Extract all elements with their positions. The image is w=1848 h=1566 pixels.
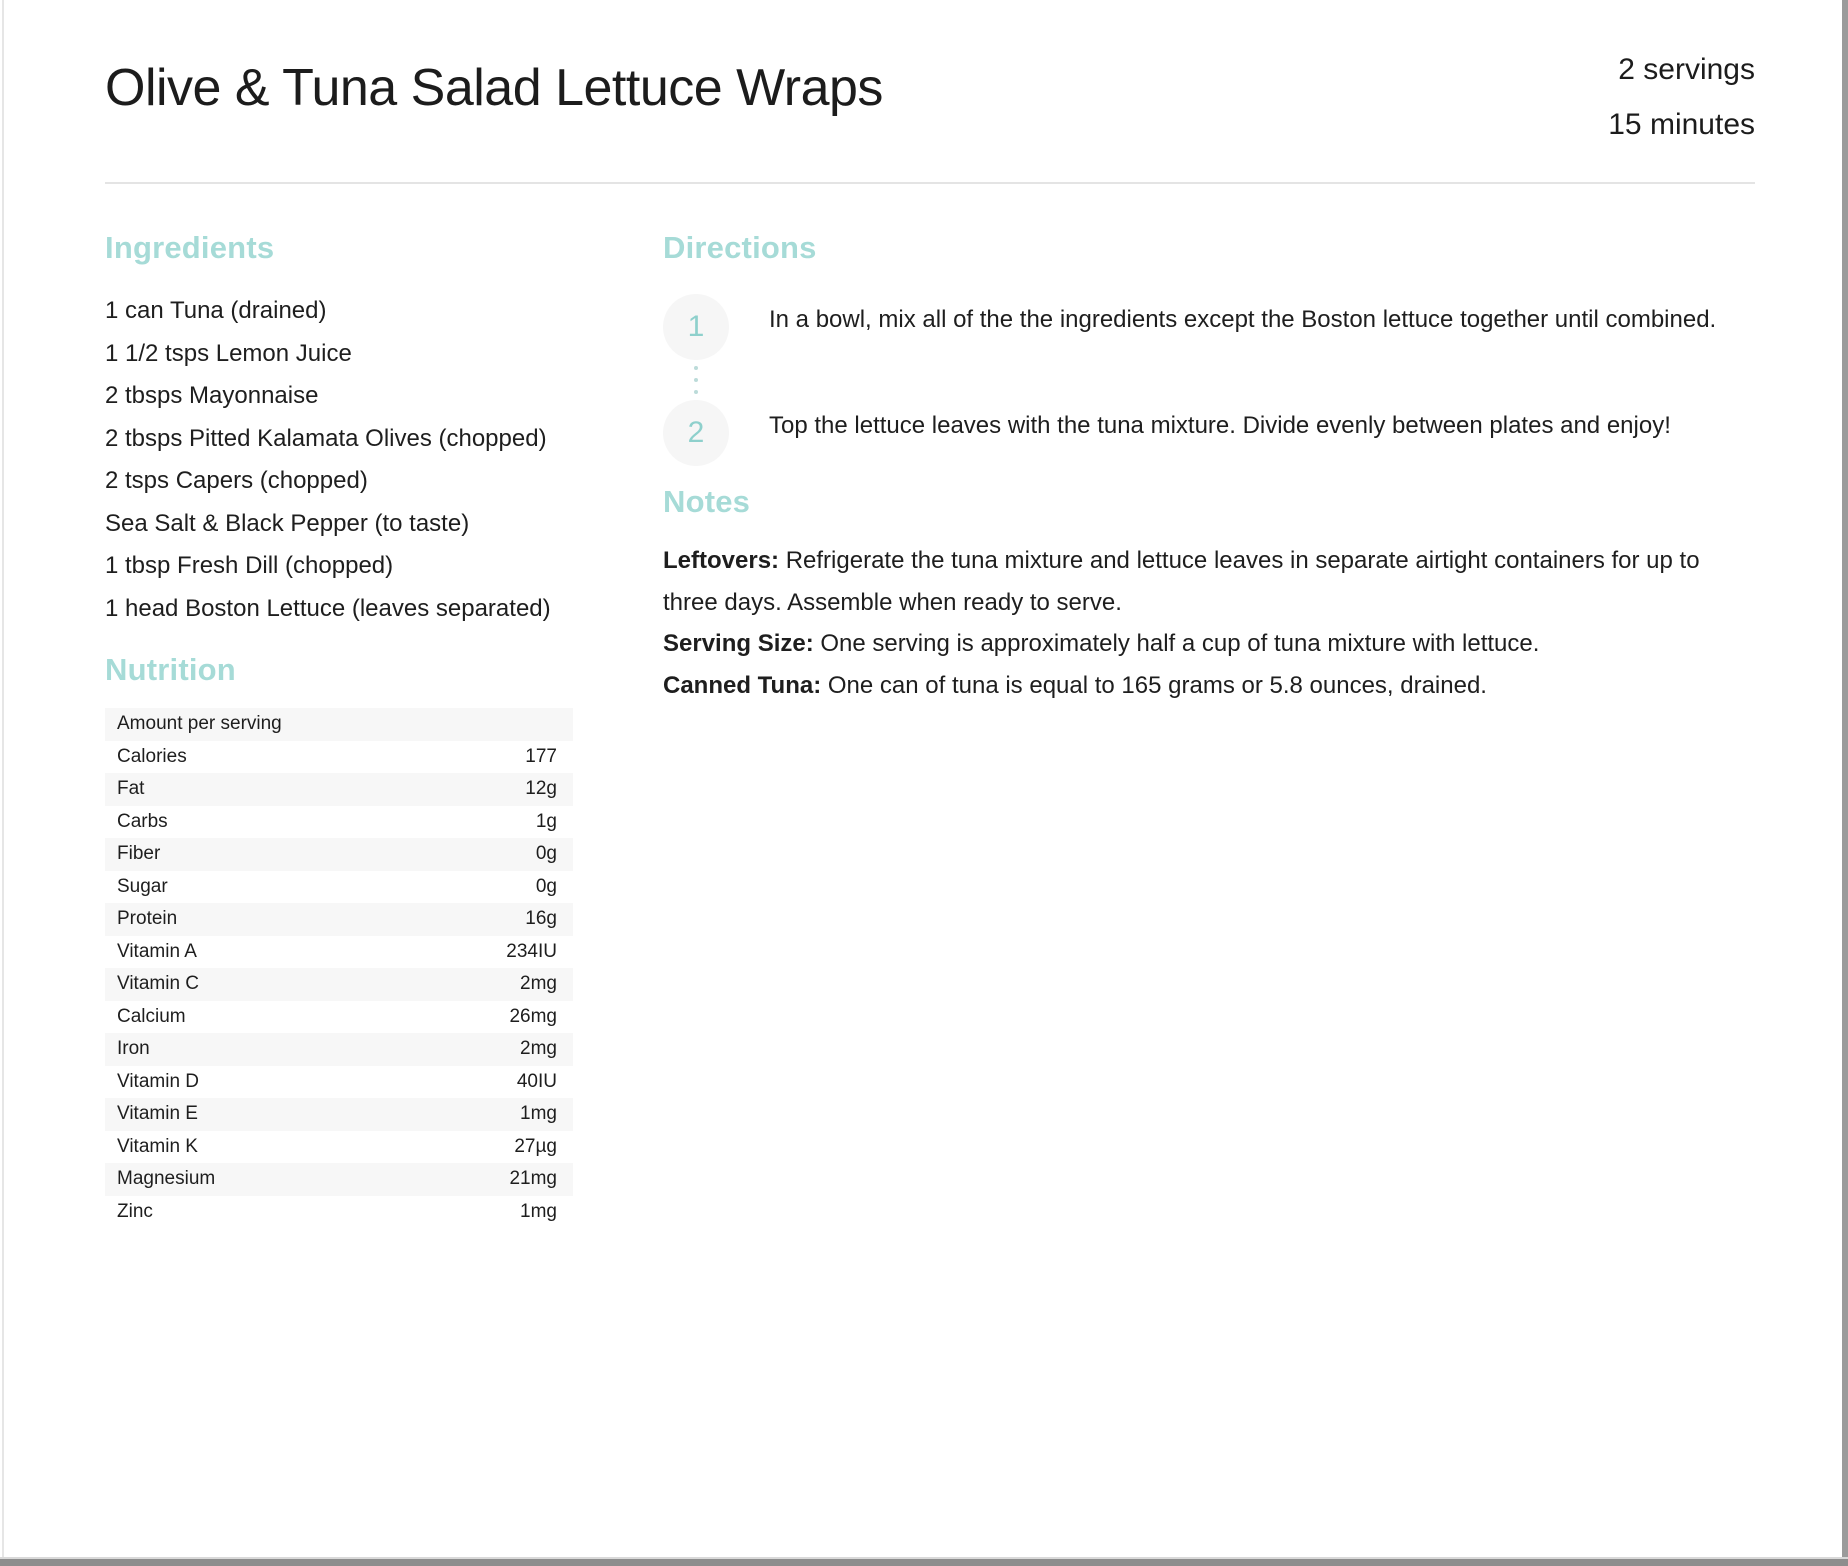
- connector-dot: [694, 378, 698, 382]
- note-text: Refrigerate the tuna mixture and lettuce leaves in separate airtight containers for up to three days. Assemble when ready to serve.: [663, 547, 1700, 616]
- step-number-badge: 2: [663, 400, 729, 466]
- servings-label: 2 servings: [1618, 53, 1755, 86]
- notes-list: [663, 540, 1755, 706]
- nutrition-label: Magnesium: [117, 1168, 216, 1190]
- note-item: [663, 540, 1755, 623]
- nutrition-value: 234IU: [506, 940, 557, 962]
- connector-dot: [694, 366, 698, 370]
- nutrition-row: [105, 741, 573, 774]
- nutrition-row: [105, 1098, 573, 1131]
- nutrition-value: 0g: [535, 875, 557, 897]
- nutrition-value: 26mg: [509, 1005, 557, 1027]
- nutrition-label: Carbs: [117, 810, 168, 832]
- nutrition-row: [105, 1001, 573, 1034]
- ingredient-item: Sea Salt & Black Pepper (to taste): [105, 509, 470, 537]
- nutrition-value: 1g: [535, 810, 557, 832]
- ingredient-item: 1 can Tuna (drained): [105, 297, 327, 324]
- nutrition-label: Calcium: [117, 1005, 186, 1027]
- nutrition-label: Calories: [117, 745, 187, 767]
- header-divider: [105, 182, 1755, 184]
- nutrition-row: [105, 838, 573, 871]
- note-label: Leftovers:: [663, 547, 780, 574]
- step-item: [663, 400, 1755, 466]
- nutrition-value: 12g: [525, 778, 557, 800]
- nutrition-row: [105, 903, 573, 936]
- connector-dot: [694, 390, 698, 394]
- nutrition-row: [105, 1066, 573, 1099]
- horizontal-scrollbar[interactable]: [0, 1557, 1848, 1566]
- nutrition-value: 27µg: [514, 1135, 557, 1157]
- nutrition-label: Fiber: [117, 843, 161, 865]
- nutrition-row: [105, 1196, 573, 1229]
- vertical-scrollbar[interactable]: [1842, 0, 1848, 1557]
- page-title: Olive & Tuna Salad Lettuce Wraps: [105, 59, 883, 117]
- nutrition-label: Vitamin A: [117, 940, 197, 962]
- directions-steps: [663, 294, 1755, 466]
- page-header: [105, 0, 1755, 152]
- nutrition-row: [105, 806, 573, 839]
- left-column: [105, 230, 573, 1228]
- ingredient-item: 1 1/2 tsps Lemon Juice: [105, 339, 352, 367]
- step-text: Top the lettuce leaves with the tuna mixture. Divide evenly between plates and enjoy!: [769, 412, 1671, 439]
- ingredients-heading: Ingredients: [105, 230, 275, 265]
- nutrition-row: [105, 968, 573, 1001]
- content-columns: [105, 230, 1755, 1228]
- note-item: [663, 665, 1755, 707]
- step-item: [663, 294, 1755, 360]
- nutrition-value: 21mg: [509, 1168, 557, 1190]
- notes-section: [663, 484, 1755, 706]
- ingredient-item: 2 tbsps Pitted Kalamata Olives (chopped): [105, 424, 547, 452]
- nutrition-value: 40IU: [516, 1070, 557, 1092]
- nutrition-row: [105, 1033, 573, 1066]
- nutrition-label: Fat: [117, 778, 145, 800]
- nutrition-header-row: [105, 708, 573, 741]
- step-text: In a bowl, mix all of the the ingredients except the Boston lettuce together until combined.: [769, 306, 1717, 333]
- nutrition-section: [105, 652, 573, 1228]
- nutrition-table: [105, 708, 573, 1228]
- nutrition-heading: Nutrition: [105, 652, 236, 687]
- nutrition-row: [105, 1163, 573, 1196]
- step-connector-dots: [663, 366, 729, 394]
- window-left-edge: [2, 0, 4, 1557]
- nutrition-value: 177: [525, 745, 557, 767]
- nutrition-label: Zinc: [117, 1200, 153, 1222]
- step-number-badge: 1: [663, 294, 729, 360]
- nutrition-value: 16g: [525, 908, 557, 930]
- directions-section: [663, 230, 1755, 466]
- nutrition-label: Vitamin K: [117, 1135, 198, 1157]
- nutrition-table-header: Amount per serving: [117, 713, 282, 735]
- nutrition-value: 1mg: [520, 1200, 557, 1222]
- note-label: Canned Tuna:: [663, 671, 822, 699]
- nutrition-label: Sugar: [117, 875, 168, 897]
- note-item: [663, 623, 1755, 665]
- nutrition-value: 2mg: [520, 973, 557, 995]
- directions-heading: Directions: [663, 230, 817, 265]
- nutrition-row: [105, 773, 573, 806]
- nutrition-label: Vitamin D: [117, 1070, 200, 1092]
- nutrition-value: 1mg: [520, 1103, 557, 1125]
- nutrition-value: 0g: [535, 843, 557, 865]
- notes-heading: Notes: [663, 484, 751, 519]
- ingredients-section: [105, 230, 573, 630]
- nutrition-label: Iron: [117, 1038, 150, 1060]
- nutrition-value: 2mg: [520, 1038, 557, 1060]
- nutrition-label: Vitamin E: [117, 1103, 198, 1125]
- nutrition-label: Vitamin C: [117, 973, 200, 995]
- nutrition-row: [105, 1131, 573, 1164]
- ingredient-item: 1 tbsp Fresh Dill (chopped): [105, 552, 394, 579]
- note-label: Serving Size:: [663, 630, 814, 657]
- nutrition-row: [105, 936, 573, 969]
- time-label: 15 minutes: [1608, 108, 1755, 141]
- recipe-meta: [1608, 42, 1755, 152]
- note-text: One serving is approximately half a cup of tuna mixture with lettuce.: [820, 630, 1540, 657]
- note-text: One can of tuna is equal to 165 grams or 5.8 ounces, drained.: [827, 671, 1487, 699]
- nutrition-row: [105, 871, 573, 904]
- nutrition-label: Protein: [117, 908, 178, 930]
- ingredient-item: 2 tbsps Mayonnaise: [105, 382, 319, 409]
- ingredients-list: [105, 290, 573, 630]
- right-column: [663, 230, 1755, 1228]
- ingredient-item: 1 head Boston Lettuce (leaves separated): [105, 594, 551, 622]
- ingredient-item: 2 tsps Capers (chopped): [105, 467, 368, 494]
